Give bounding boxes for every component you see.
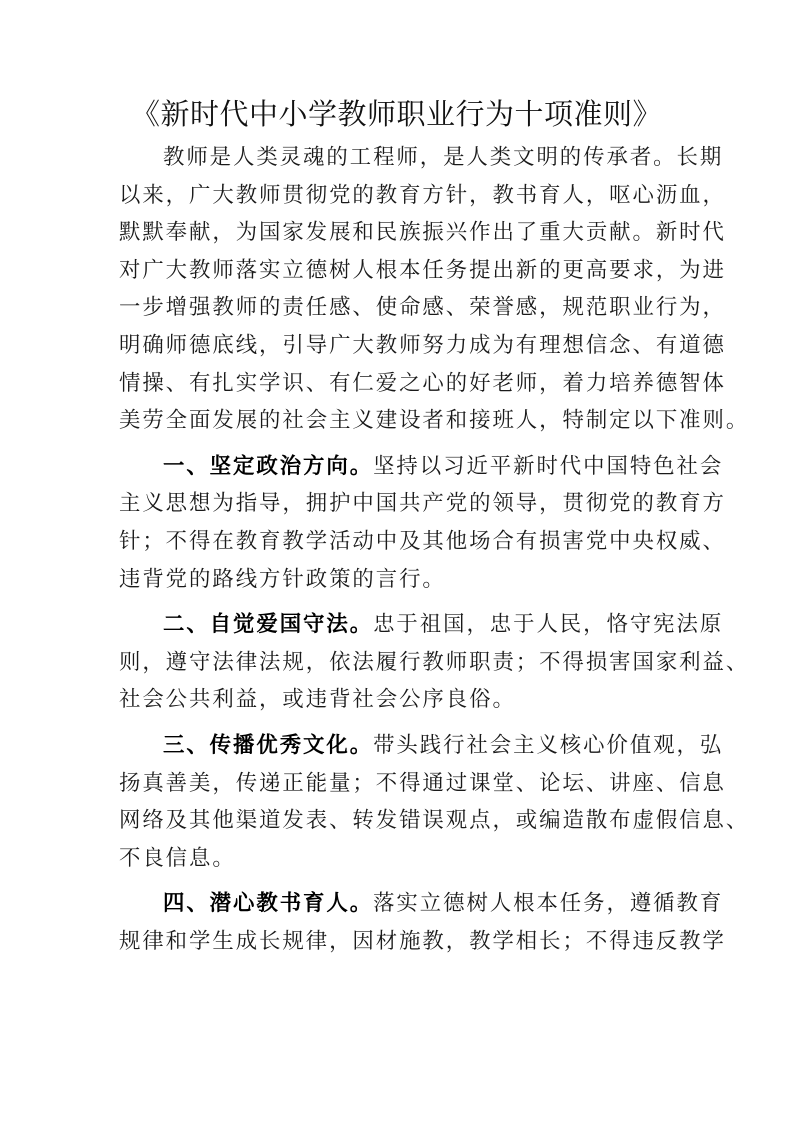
- article-text: 落实立德树人根本任务，遵循教育: [373, 891, 724, 917]
- document-body: [119, 139, 750, 960]
- text-line: [119, 727, 724, 765]
- document-title: 《新时代中小学教师职业行为十项准则》: [130, 97, 662, 131]
- text-line: 明确师德底线，引导广大教师努力成为有理想信念、有道德: [119, 332, 726, 358]
- text-line: 扬真善美，传递正能量；不得通过课堂、论坛、讲座、信息: [119, 770, 726, 796]
- article-3: [119, 727, 750, 877]
- text-line: [119, 448, 724, 486]
- text-line: [119, 606, 724, 644]
- text-line: 情操、有扎实学识、有仁爱之心的好老师，着力培养德智体: [119, 370, 726, 396]
- text-line: 社会公共利益，或违背社会公序良俗。: [119, 687, 516, 713]
- text-line: 美劳全面发展的社会主义建设者和接班人，特制定以下准则。: [119, 408, 750, 434]
- article-heading: 一、坚定政治方向。: [163, 453, 374, 479]
- article-text: 忠于祖国，忠于人民，恪守宪法原: [373, 612, 724, 638]
- article-heading: 四、潜心教书育人。: [163, 891, 374, 917]
- text-line: 教师是人类灵魂的工程师，是人类文明的传承者。长期: [163, 145, 724, 170]
- text-line: 主义思想为指导，拥护中国共产党的领导，贯彻党的教育方: [119, 491, 726, 517]
- text-line: 违背党的路线方针政策的言行。: [119, 566, 446, 592]
- text-line: 规律和学生成长规律，因材施教，教学相长；不得违反教学: [119, 928, 726, 954]
- article-2: [119, 606, 750, 719]
- text-line: 以来，广大教师贯彻党的教育方针，教书育人，呕心沥血，: [119, 182, 726, 208]
- text-line: 不良信息。: [119, 845, 236, 871]
- text-line: 一步增强教师的责任感、使命感、荣誉感，规范职业行为，: [119, 295, 726, 321]
- article-text: 坚持以习近平新时代中国特色社会: [373, 453, 724, 479]
- article-4: [119, 885, 726, 960]
- article-heading: 二、自觉爱国守法。: [163, 612, 374, 638]
- text-line: [119, 885, 724, 923]
- text-line: 网络及其他渠道发表、转发错误观点，或编造散布虚假信息、: [119, 808, 750, 834]
- article-heading: 三、传播优秀文化。: [163, 732, 374, 758]
- article-1: [119, 448, 726, 598]
- article-text: 带头践行社会主义核心价值观，弘: [373, 732, 724, 758]
- text-line: 则，遵守法律法规，依法履行教师职责；不得损害国家利益、: [119, 649, 750, 675]
- text-line: 默默奉献，为国家发展和民族振兴作出了重大贡献。新时代: [119, 220, 726, 246]
- preamble-paragraph: [119, 139, 750, 440]
- text-line: 针；不得在教育教学活动中及其他场合有损害党中央权威、: [119, 528, 726, 554]
- text-line: 对广大教师落实立德树人根本任务提出新的更高要求，为进: [119, 257, 726, 283]
